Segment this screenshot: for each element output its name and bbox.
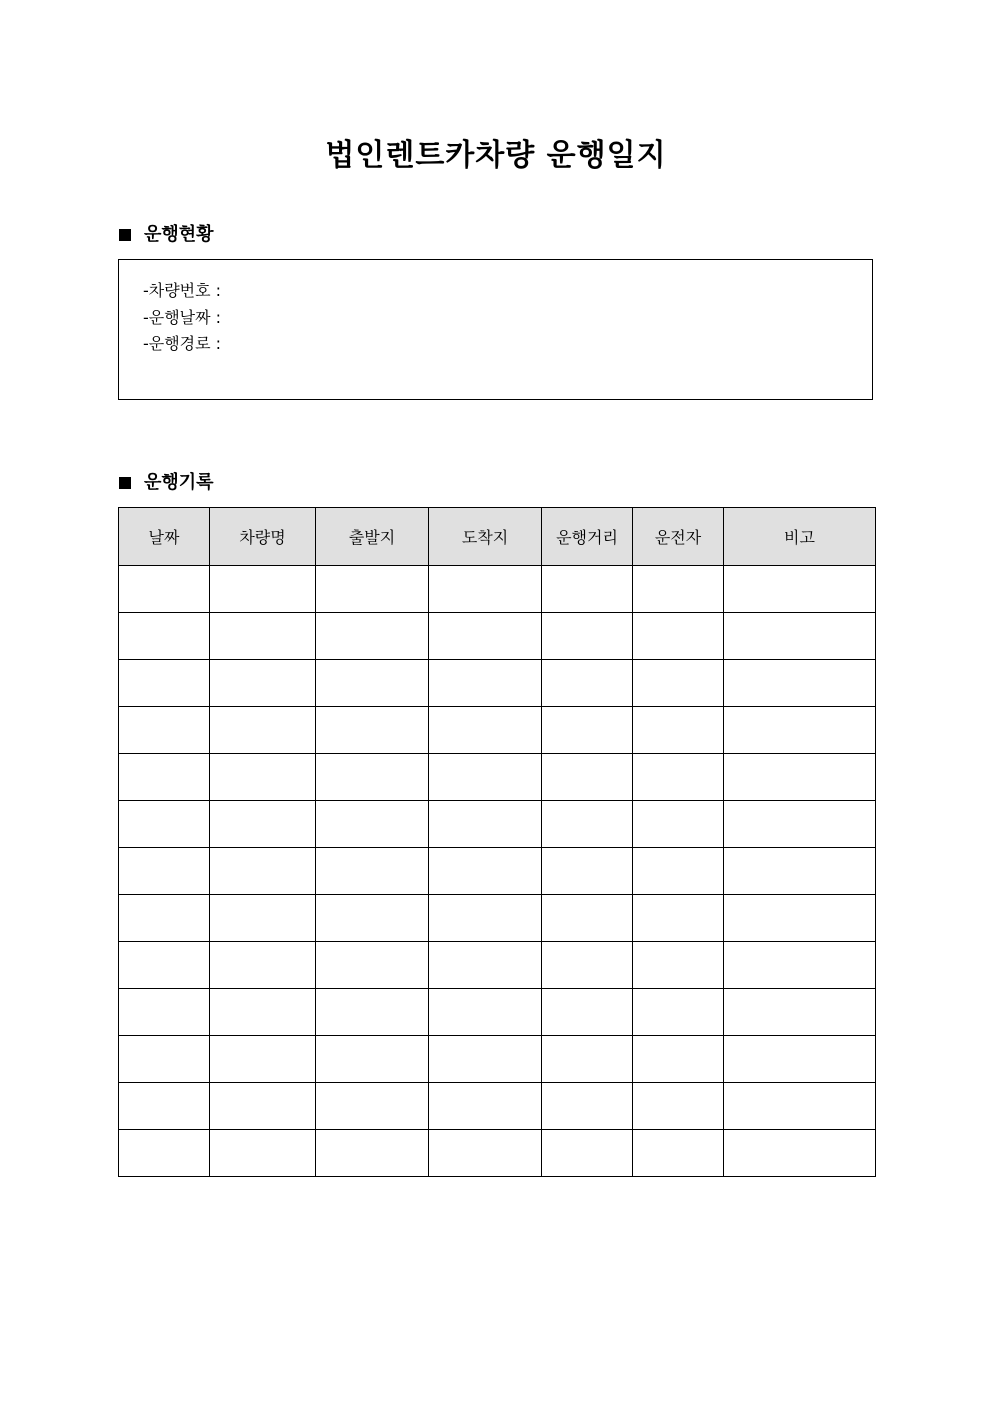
- table-cell[interactable]: [210, 1130, 316, 1177]
- table-cell[interactable]: [633, 660, 724, 707]
- table-cell[interactable]: [316, 848, 429, 895]
- table-cell[interactable]: [633, 848, 724, 895]
- table-cell[interactable]: [119, 613, 210, 660]
- table-cell[interactable]: [429, 613, 542, 660]
- table-row: [119, 1083, 876, 1130]
- table-cell[interactable]: [724, 1036, 876, 1083]
- table-cell[interactable]: [724, 613, 876, 660]
- table-cell[interactable]: [429, 1036, 542, 1083]
- table-cell[interactable]: [633, 613, 724, 660]
- column-header-vehicle-name: 차량명: [210, 508, 316, 566]
- table-cell[interactable]: [119, 895, 210, 942]
- table-cell[interactable]: [542, 660, 633, 707]
- table-row: [119, 707, 876, 754]
- table-cell[interactable]: [119, 801, 210, 848]
- operation-route-field[interactable]: -운행경로 :: [143, 334, 222, 353]
- table-cell[interactable]: [316, 707, 429, 754]
- column-header-remarks: 비고: [724, 508, 876, 566]
- table-cell[interactable]: [316, 1036, 429, 1083]
- table-cell[interactable]: [542, 1036, 633, 1083]
- table-cell[interactable]: [542, 801, 633, 848]
- table-cell[interactable]: [724, 566, 876, 613]
- table-cell[interactable]: [210, 801, 316, 848]
- table-cell[interactable]: [542, 942, 633, 989]
- table-cell[interactable]: [429, 660, 542, 707]
- table-cell[interactable]: [724, 754, 876, 801]
- table-cell[interactable]: [210, 707, 316, 754]
- table-cell[interactable]: [316, 942, 429, 989]
- square-bullet-icon: [119, 477, 131, 489]
- table-cell[interactable]: [119, 942, 210, 989]
- table-cell[interactable]: [210, 895, 316, 942]
- operation-log-table: [118, 507, 876, 1177]
- table-cell[interactable]: [119, 660, 210, 707]
- table-cell[interactable]: [429, 1130, 542, 1177]
- table-cell[interactable]: [724, 660, 876, 707]
- table-cell[interactable]: [724, 848, 876, 895]
- table-row: [119, 613, 876, 660]
- table-cell[interactable]: [724, 989, 876, 1036]
- table-cell[interactable]: [210, 754, 316, 801]
- table-cell[interactable]: [210, 848, 316, 895]
- table-cell[interactable]: [542, 1083, 633, 1130]
- table-cell[interactable]: [633, 1083, 724, 1130]
- column-header-date: 날짜: [119, 508, 210, 566]
- status-info-box: [118, 259, 873, 400]
- table-cell[interactable]: [429, 754, 542, 801]
- table-cell[interactable]: [316, 754, 429, 801]
- table-cell[interactable]: [429, 707, 542, 754]
- table-cell[interactable]: [542, 754, 633, 801]
- log-section-label: 운행기록: [144, 472, 214, 493]
- column-header-driver: 운전자: [633, 508, 724, 566]
- table-row: [119, 660, 876, 707]
- table-cell[interactable]: [119, 1130, 210, 1177]
- table-cell[interactable]: [429, 942, 542, 989]
- table-cell[interactable]: [210, 1036, 316, 1083]
- table-cell[interactable]: [633, 942, 724, 989]
- table-cell[interactable]: [542, 848, 633, 895]
- operation-date-field[interactable]: -운행날짜 :: [143, 307, 222, 327]
- table-cell[interactable]: [633, 895, 724, 942]
- column-header-destination: 도착지: [429, 508, 542, 566]
- table-cell[interactable]: [316, 895, 429, 942]
- table-cell[interactable]: [429, 801, 542, 848]
- square-bullet-icon: [119, 229, 131, 241]
- column-header-departure: 출발지: [316, 508, 429, 566]
- table-cell[interactable]: [429, 989, 542, 1036]
- table-row: [119, 848, 876, 895]
- document-title: 법인렌트카차량 운행일지: [325, 138, 667, 173]
- table-cell[interactable]: [429, 566, 542, 613]
- table-cell[interactable]: [119, 566, 210, 613]
- table-row: [119, 1036, 876, 1083]
- table-cell[interactable]: [724, 942, 876, 989]
- table-row: [119, 989, 876, 1036]
- status-section-heading: [119, 222, 214, 248]
- table-cell[interactable]: [724, 1130, 876, 1177]
- table-cell[interactable]: [633, 989, 724, 1036]
- table-row: [119, 566, 876, 613]
- table-cell[interactable]: [210, 989, 316, 1036]
- table-cell[interactable]: [210, 660, 316, 707]
- table-row: [119, 754, 876, 801]
- table-cell[interactable]: [633, 754, 724, 801]
- table-cell[interactable]: [119, 1036, 210, 1083]
- table-cell[interactable]: [316, 613, 429, 660]
- table-row: [119, 801, 876, 848]
- table-cell[interactable]: [633, 707, 724, 754]
- table-cell[interactable]: [119, 754, 210, 801]
- table-cell[interactable]: [119, 989, 210, 1036]
- table-row: [119, 1130, 876, 1177]
- table-cell[interactable]: [429, 848, 542, 895]
- table-cell[interactable]: [724, 707, 876, 754]
- column-header-distance: 운행거리: [542, 508, 633, 566]
- table-cell[interactable]: [542, 707, 633, 754]
- log-section-heading: [119, 470, 214, 496]
- table-cell[interactable]: [119, 707, 210, 754]
- table-cell[interactable]: [724, 895, 876, 942]
- table-cell[interactable]: [119, 848, 210, 895]
- vehicle-number-field[interactable]: -차량번호 :: [143, 281, 222, 300]
- table-cell[interactable]: [316, 989, 429, 1036]
- table-cell[interactable]: [724, 1083, 876, 1130]
- table-cell[interactable]: [542, 613, 633, 660]
- table-header-row: [119, 508, 876, 566]
- table-cell[interactable]: [316, 566, 429, 613]
- table-cell[interactable]: [724, 801, 876, 848]
- table-row: [119, 895, 876, 942]
- status-section-label: 운행현황: [144, 224, 214, 245]
- table-cell[interactable]: [633, 566, 724, 613]
- table-cell[interactable]: [316, 660, 429, 707]
- table-cell[interactable]: [210, 1083, 316, 1130]
- log-table-body: [119, 566, 876, 1177]
- table-cell[interactable]: [210, 613, 316, 660]
- table-cell[interactable]: [542, 895, 633, 942]
- table-cell[interactable]: [429, 895, 542, 942]
- table-cell[interactable]: [119, 1083, 210, 1130]
- table-cell[interactable]: [542, 566, 633, 613]
- table-cell[interactable]: [210, 566, 316, 613]
- table-cell[interactable]: [316, 801, 429, 848]
- table-cell[interactable]: [210, 942, 316, 989]
- table-cell[interactable]: [633, 1036, 724, 1083]
- table-cell[interactable]: [633, 1130, 724, 1177]
- table-cell[interactable]: [429, 1083, 542, 1130]
- table-cell[interactable]: [316, 1083, 429, 1130]
- table-cell[interactable]: [542, 1130, 633, 1177]
- table-row: [119, 942, 876, 989]
- table-cell[interactable]: [542, 989, 633, 1036]
- table-cell[interactable]: [316, 1130, 429, 1177]
- table-cell[interactable]: [633, 801, 724, 848]
